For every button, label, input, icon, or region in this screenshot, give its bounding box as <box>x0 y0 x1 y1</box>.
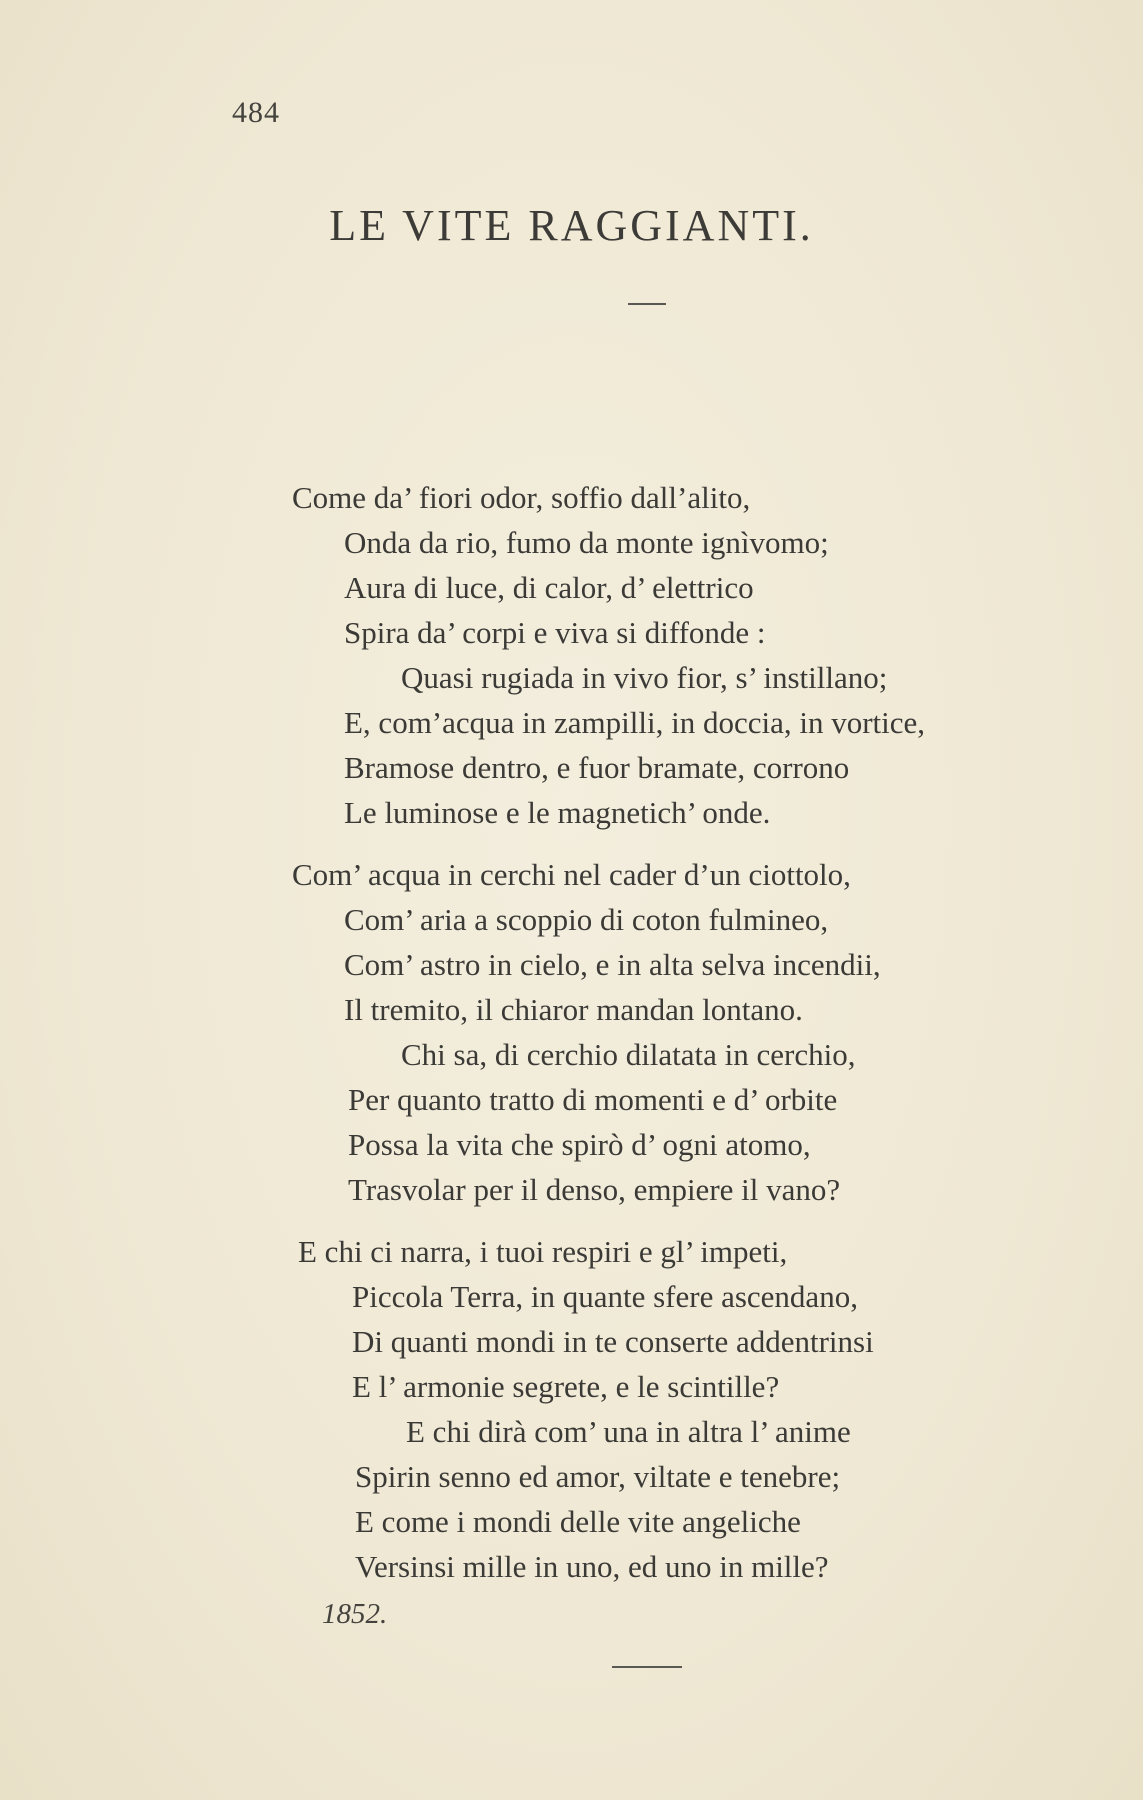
verse-line: E, com’acqua in zampilli, in doccia, in vortice, <box>344 705 926 740</box>
verse-line: Chi sa, di cerchio dilatata in cerchio, <box>401 1037 856 1072</box>
title-divider <box>628 303 666 305</box>
verse-line: Le luminose e le magnetich’ onde. <box>344 795 771 830</box>
verse-line: Bramose dentro, e fuor bramate, corrono <box>344 750 850 785</box>
poem-date: 1852. <box>322 1598 388 1630</box>
verse-line: Piccola Terra, in quante sfere ascendano, <box>352 1279 858 1314</box>
verse-line: E l’ armonie segrete, e le scintille? <box>352 1369 780 1404</box>
verse-line: Per quanto tratto di momenti e d’ orbite <box>348 1082 838 1117</box>
verse-line: Spirin senno ed amor, viltate e tenebre; <box>355 1459 841 1494</box>
verse-line: Trasvolar per il denso, empiere il vano? <box>348 1172 841 1207</box>
verse-line: E chi dirà com’ una in altra l’ anime <box>406 1414 851 1449</box>
verse-line: Com’ astro in cielo, e in alta selva incendii, <box>344 947 881 982</box>
verse-line: Possa la vita che spirò d’ ogni atomo, <box>348 1127 811 1162</box>
closing-divider <box>612 1666 682 1668</box>
verse-line: Il tremito, il chiaror mandan lontano. <box>344 992 803 1027</box>
verse-line: Spira da’ corpi e viva si diffonde : <box>344 615 766 650</box>
verse-line: E come i mondi delle vite angeliche <box>355 1504 801 1539</box>
verse-line: E chi ci narra, i tuoi respiri e gl’ impeti, <box>298 1234 788 1269</box>
verse-line: Come da’ fiori odor, soffio dall’alito, <box>292 480 751 515</box>
poem-title: LE VITE RAGGIANTI. <box>329 201 814 250</box>
verse-line: Aura di luce, di calor, d’ elettrico <box>344 570 754 605</box>
verse-line: Versinsi mille in uno, ed uno in mille? <box>355 1549 829 1584</box>
page-number: 484 <box>232 96 280 129</box>
verse-line: Com’ acqua in cerchi nel cader d’un ciottolo, <box>292 857 851 892</box>
verse-line: Com’ aria a scoppio di coton fulmineo, <box>344 902 829 937</box>
verse-line: Onda da rio, fumo da monte ignìvomo; <box>344 525 829 560</box>
verse-line: Quasi rugiada in vivo fior, s’ instillano; <box>401 660 888 695</box>
verse-line: Di quanti mondi in te conserte addentrinsi <box>352 1324 874 1359</box>
